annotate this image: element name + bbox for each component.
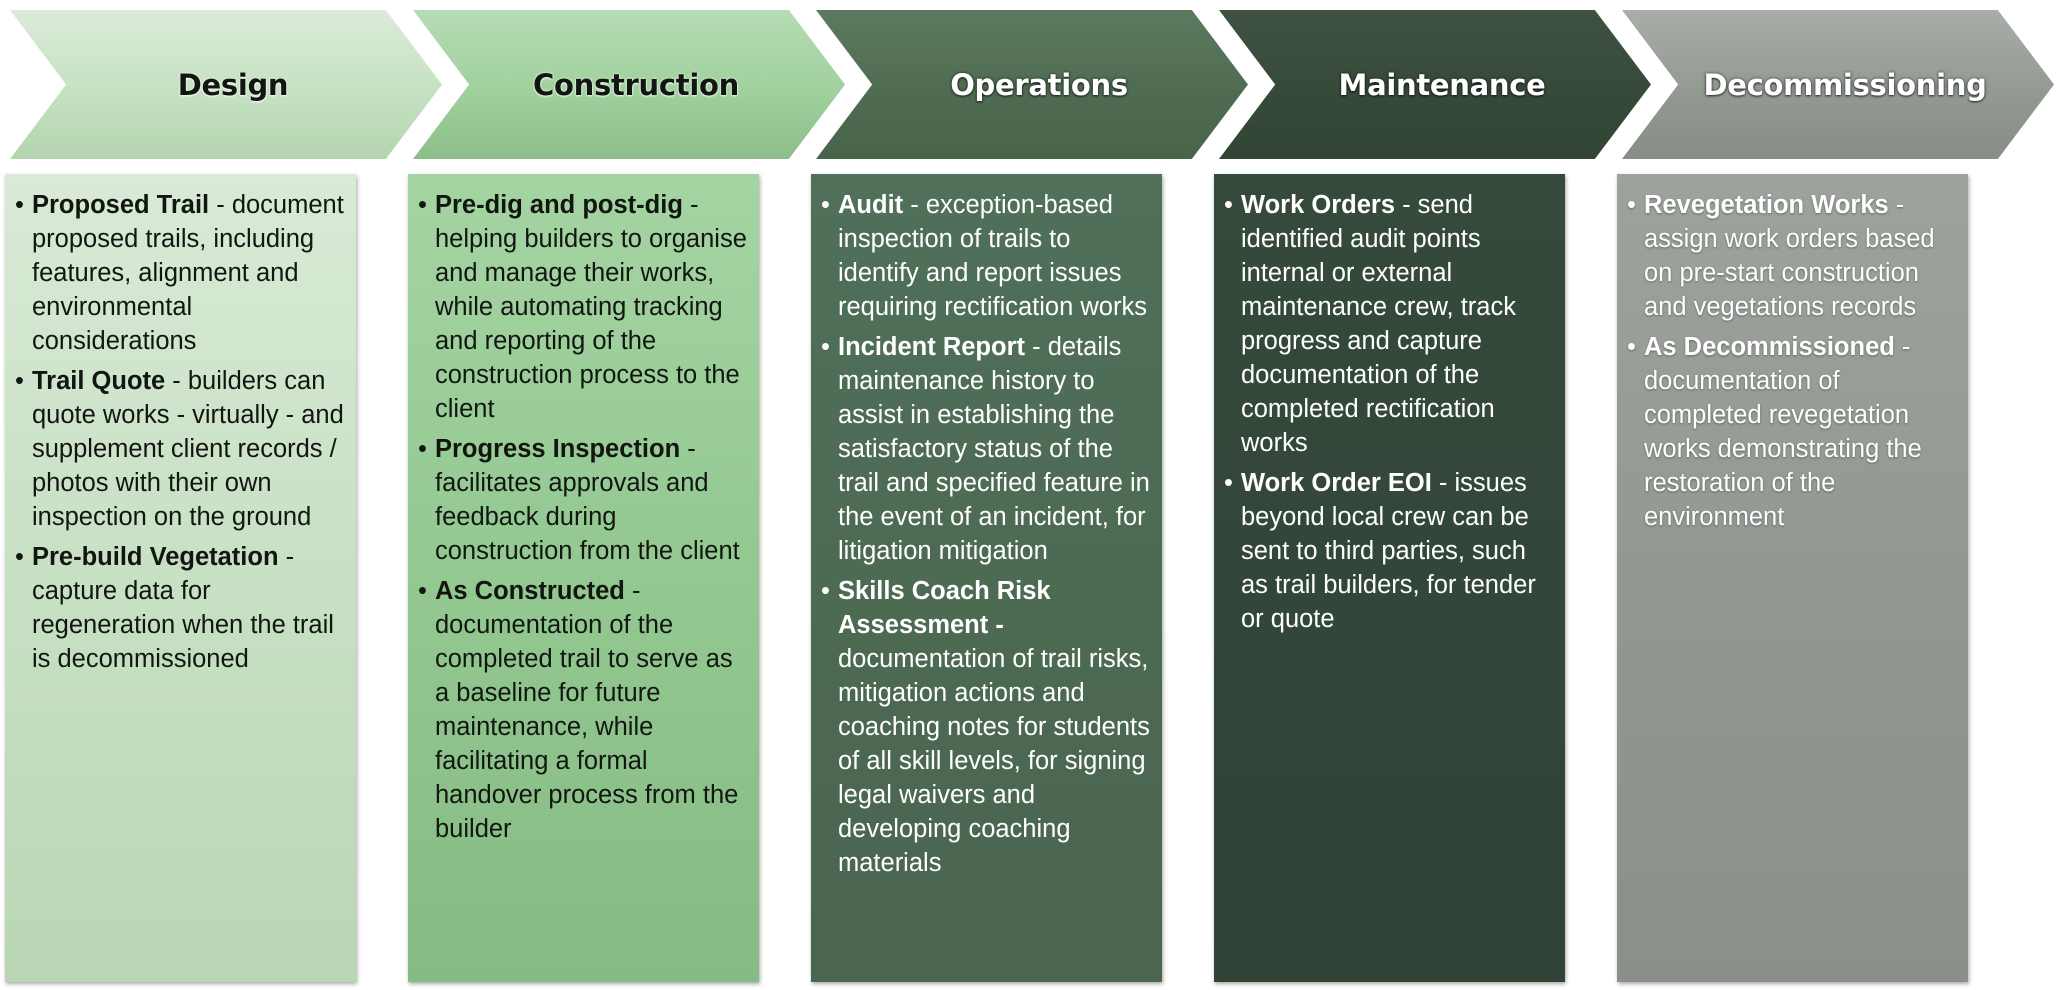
item-term: As Constructed [435,577,625,605]
item-term: Skills Coach Risk Assessment - [838,577,1051,639]
bullet-icon: • [821,191,830,219]
item-text: helping builders to organise and manage their works, while automating tracking and reporting of the construction process to the client [435,225,747,423]
bullet-list [15,188,350,676]
item-separator: - [165,367,188,395]
item-term: As Decommissioned [1644,333,1895,361]
bullet-icon: • [821,333,830,361]
chevron-operations [816,10,1248,159]
stage-title-operations: Operations [950,67,1128,102]
item-term: Audit [838,191,904,219]
item-text: documentation of trail risks, mitigation actions and coaching notes for students of all skill levels, for signing legal waivers and developing coaching materials [838,645,1150,877]
list-item [1224,188,1559,460]
item-separator: - [624,577,641,605]
item-term: Work Orders [1241,191,1395,219]
list-item [418,574,753,846]
item-text: send identified audit points internal or external maintenance crew, track progress and capture documentation of the completed rectification works [1241,191,1516,457]
list-item [15,188,350,358]
item-term: Incident Report [838,333,1026,361]
item-text: facilitates approvals and feedback during construction from the client [435,469,740,565]
item-term: Proposed Trail [32,191,210,219]
bullet-icon: • [418,577,427,605]
bullet-icon: • [1627,333,1636,361]
list-item [1627,330,1962,534]
panel-decommissioning [1617,174,1968,982]
item-separator: - [209,191,232,219]
item-term: Pre-build Vegetation [32,543,279,571]
bullet-list [418,188,753,846]
item-term: Pre-dig and post-dig [435,191,683,219]
bullet-icon: • [15,191,24,219]
item-text: builders can quote works - virtually - and supplement client records / photos with their own inspection on the ground [32,367,344,531]
panel-maintenance [1214,174,1565,982]
item-text: documentation of completed revegetation works demonstrating the restoration of the environment [1644,367,1922,531]
list-item [821,574,1156,880]
list-item [418,188,753,426]
panel-design [5,174,356,982]
item-separator: - [903,191,926,219]
stage-title-design: Design [177,67,289,102]
item-term: Progress Inspection [435,435,681,463]
bullet-icon: • [1224,191,1233,219]
bullet-icon: • [418,435,427,463]
item-text: details maintenance history to assist in establishing the satisfactory status of the trail and specified feature in the event of an incident, for litigation mitigation [838,333,1150,565]
panel-construction [408,174,759,982]
list-item [821,188,1156,324]
item-text: capture data for regeneration when the trail is decommissioned [32,577,334,673]
list-item [1627,188,1962,324]
stage-title-construction: Construction [533,67,739,102]
bullet-icon: • [1627,191,1636,219]
item-term: Trail Quote [32,367,166,395]
list-item [418,432,753,568]
list-item [15,364,350,534]
stage-title-maintenance: Maintenance [1338,67,1546,102]
bullet-list [1627,188,1962,534]
bullet-icon: • [1224,469,1233,497]
item-separator: - [682,191,699,219]
panel-operations [811,174,1162,982]
bullet-list [821,188,1156,880]
bullet-icon: • [821,577,830,605]
item-text: issues beyond local crew can be sent to third parties, such as trail builders, for tender or quote [1241,469,1536,633]
bullet-icon: • [418,191,427,219]
item-text: documentation of the completed trail to serve as a baseline for future maintenance, while facilitating a formal handover process from the builder [435,611,739,843]
bullet-icon: • [15,543,24,571]
stage-title-decommissioning: Decommissioning [1703,67,1987,102]
item-separator: - [1431,469,1455,497]
list-item [15,540,350,676]
item-term: Work Order EOI [1241,469,1432,497]
item-separator: - [1025,333,1048,361]
item-term: Revegetation Works [1644,191,1889,219]
bullet-icon: • [15,367,24,395]
item-separator: - [1894,333,1911,361]
item-text: assign work orders based on pre-start construction and vegetations records [1644,225,1935,321]
chevron-construction [413,10,845,159]
item-separator: - [680,435,696,463]
item-text: document proposed trails, including features, alignment and environmental considerations [32,191,344,355]
chevron-maintenance [1219,10,1651,159]
list-item [1224,466,1559,636]
chevron-decommissioning [1622,10,2054,159]
item-separator: - [1888,191,1905,219]
item-separator: - [278,543,295,571]
bullet-list [1224,188,1559,636]
item-text: exception-based inspection of trails to identify and report issues requiring rectification works [838,191,1147,321]
item-separator: - [1395,191,1418,219]
chevron-design [10,10,442,159]
list-item [821,330,1156,568]
